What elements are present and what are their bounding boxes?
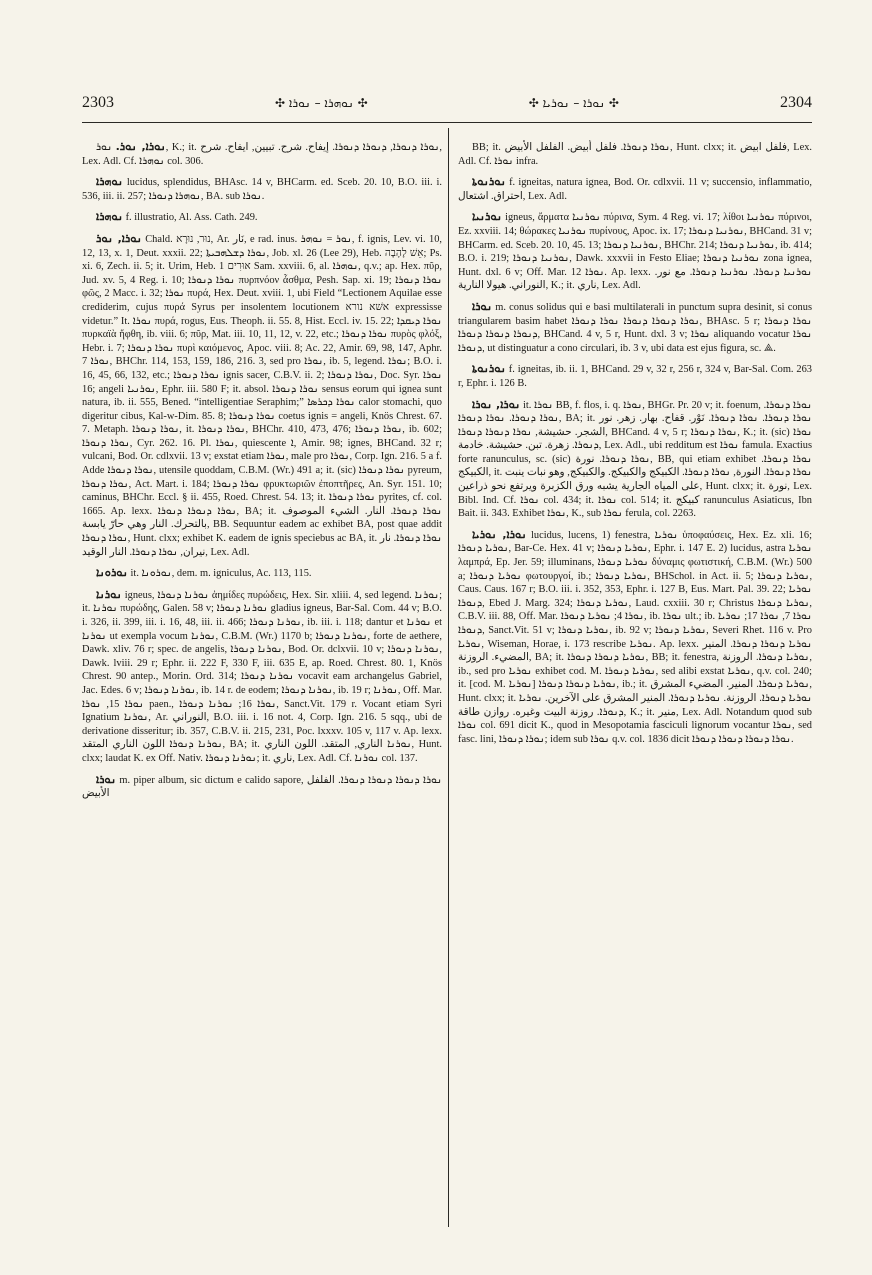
entry (458, 210, 812, 293)
entry-text: Chald. נוּר, נוּרָא, Ar. نَار, e rad. inus. ܢܘܪ = ܢܘܗܪ, f. ignis, Lev. vi. 10, 12, 13, x. 1, Deut. xxxii. 22; ܢܘܪܐ ܕܫܠܗܒܝܬܐ, Job. xl. 26 (Lee 29), Heb. אֵשׁ לָהָבָה; Ps. xi. 6, Zech. ii. 5; it. Urim, Heb. אוּרִים 1 Sam. xxviii. 6, al. ܢܘܗܪܐ, q.v.; ap. Hex. πῦρ, Jud. xv. 5, 4 Reg. i. 10; ܢܘܪܐ ܕܢܘܪܐ πυρπνόον ἆσθμα, Pesh. Sap. xi. 19; ܢܘܪܐ ܕܢܘܪܐ φῶς, 2 Macc. i. 32; ܢܘܪܐ πυρά, Hex. Deut. xviii. 1, ubi Field “Lectionem Aquilae esse crediderim, cujus πυρά Syrus per insolentem locutionem אשׁא נורא expressisse videtur.” It. ܢܘܪܐ πυρά, rogus, Eus. Theoph. ii. 55. 8, Hist. Eccl. iv. 15. 22; ܢܘܪܐ ܕܝܩܕܐ πυρκαϊὰ ἥφθη, ib. viii. 6; πῦρ, Mat. iii. 10, 11, 12, v. 22, etc.; ܢܘܪܐ ܕܢܘܪܐ πυρὸς φλόξ, Hebr. i. 7; ܢܘܪܐ ܕܢܘܪܐ πυρὶ καιόμενος, Apoc. viii. 8; Ac. 22, Amir. 69, 98, 147, Aphr. ܢܘܪܐ 7, BHChr. 114, 153, 159, 186, 216. 3, sed pro ܢܘܪܐ, ib. 5, legend. ܢܘܪܐ; B.O. i. 16, 45, 66, 132, etc.; ܢܘܪܐ ܕܢܘܪܐ ignis sacer, C.B.V. ii. 2; ܢܘܪܐ ܕܢܘܪܐ, Doc. Syr. ܢܘܪܐ 16; angeli ܢܘܪܢܝܐ, Ephr. iii. 580 F; it. absol. ܢܘܪܐ ܕܢܘܪܐ sensus eorum qui ignea sunt natura, ib. ii. 555, Bened. “intelligentiae Seraphim;” ܢܘܪܐ ܕܟܪܣܐ calor stomachi, quo digeritur cibus, Kal-w-Dim. 85. 8; ܢܘܪܐ ܕܢܘܪܐ coetus ignis = angeli, Knös Chrest. 67. 7. Metaph. ܢܘܪܐ ܕܢܘܪܐ, it. ܢܘܪܐ ܕܢܘܪܐ, BHChr. 410, 473, 476; ܢܘܪܐ ܕܢܘܪܐ, ib. 602; ܢܘܪܐ ܕܢܘܪܐ, Cyr. 262. 16. Pl. ܢܘܪܐ, quiescente ܐ, Amir. 98; ignes, BHCand. 32 r; vulcani, Bod. Or. cdlxvii. 13 v; exstat etiam ܢܘܪܐ, male pro ܢܘܪܐ, Corp. Ign. 216. 5 a f. Adde ܢܘܪܐ ܕܢܘܪܐ, utensile quoddam, C.B.M. (Wr.) 491 a; it. (sic) ܢܘܪܐ ܕܢܘܪܐ pyreum, ܢܘܪܐ ܕܢܘܪܐ, Act. Mart. i. 184; ܢܘܪܐ ܕܢܘܪܐ φρυκτωριῶν ἐποπτῆρες, An. Syr. 151. 10; caminus, BHChr. Eccl. § ii. 455, Roed. Chrest. 54. 13; it. ܢܘܪܐ ܕܢܘܪܐ pyrites, cf. col. 1665. Ap. lexx. ܢܘܪܐ ܕܢܘܪܐ ܕܢܘܪܐ, BA; it. ܢܘܪܐ ܕܢܘܪܐ. النار. الشيء الموصوف بالتحرك. النار وهي حارّ يابسة, BB. Sequuntur eadem ac exhibet BA, post quae addit ܢܘܪܐ ܕܢܘܪܐ, Hunt. clxx; exhibet K. eadem de ignis speciebus ac BA, it. ܢܘܪܐ ܕܢܘܪܐ. نار نيران, ܢܘܪܐ ܕܢܘܪܐ. النار الوقيد, Lex. Adl. (82, 233, 442, 558)
entry-headword: ܢܘܪܐ, ܢܘܪܝܐ (472, 527, 527, 541)
entry-text: igneus, ܢܘܪܢܐ ܕܢܘܪܐ ἀημίδες πυρώδεις, Hex. Sir. xliii. 4, sed legend. ܢܘܪܢܐ; it. ܢܘܪܢܐ πυρώδης, Galen. 58 v; ܢܘܪܢܐ ܕܢܘܪܐ gladius igneus, Bar-Sal. Com. 44 v; B.O. i. 326, ii. 399, iii. i. 16, 48, iii. ii. 466; ܢܘܪܢܐ ܕܢܘܪܐ, ib. iii. i. 118; dantur et ܢܘܪܢܐ et ܢܘܪܢܐ ut exempla vocum ܢܘܪܢܐ, C.B.M. (Wr.) 1170 b; ܢܘܪܢܐ ܕܢܘܪܐ, forte de aethere, Dawk. xliv. 76 r; spec. de angelis, ܢܘܪܢܐ ܕܢܘܪܐ, Bod. Or. dclxvii. 10 v; ܢܘܪܢܐ ܕܢܘܪܐ, Dawk. lviii. 29 r; Ephr. ii. 222 F, 330 F, iii. 635 E, ap. Roed. Chrest. 80. 1, Knös Chrest. 90 antep., Morin. Ord. 314; ܢܘܪܢܐ ܕܢܘܪܐ vocavit eam archangelus Gabriel, Jac. Edes. 6 v; ܢܘܪܢܐ ܕܢܘܪܐ, ib. 14 r. de eodem; ܢܘܪܢܐ ܕܢܘܪܐ, ib. 19 r; ܢܘܪܢܐ, Off. Mar. ܢܘܪܐ 15, ܢܘܪܐ paen., ܢܘܪܐ 16; ܢܘܪܢܐ ܕܢܘܪܐ, Sanct.Vit. 179 r. Vocant etiam Syri Ignatium ܢܘܪܢܐ, Ar. النوراني, B.O. iii. i. 16 not. 4, Corp. Ign. 216. 5 sqq., ubi de derivatione disseritur; ib. 357, C.B.V. ii. 215, 231, Poc. lxxxv. 105 v, 117 v. Ap. lexx. ܢܘܪܢܐ ܕܢܘܪܐ اللون الناري المتقد, BA; it. ܢܘܪܢܐ الناري, المتقد. اللون الناري, Hunt. clxx; laudat K. ex Off. Nativ. ܢܘܪܢܐ ܕܢܘܪܐ; it. ناري, Lex. Adl. Cf. ܢܘܪܢܐ col. 137. (82, 589, 442, 764)
entry-text: ܢܘܪ, K.; it. ܢܘܪܐ ܕܢܘܪܐ, ܕܢܘܪܐ ܕܢܘܪܐ. إيفاح. شرح. تبيين, ايفاح. شرح, Lex. Adl. Cf. ܢܘܗܪܐ col. 306. (82, 142, 442, 167)
right-column (458, 140, 812, 1235)
left-column (82, 140, 442, 1235)
column-divider (448, 128, 449, 1227)
right-page-number: 2304 (780, 94, 812, 111)
entry-headword: ܢܘܪܐ (472, 299, 493, 313)
entry-text: m. conus solidus qui e basi multilaterali in punctum supra desinit, si conus triangularem basim habet ܢܘܪܐ ܕܢܘܪܐ ܕܢܘܪܐ ܢܘܪܐ ܕܢܘܪܐ, BHAsc. 5 r; ܢܘܪܐ ܕܢܘܪܐ ܕܢܘܪܐ ܕܢܘܪܐ ܕܢܘܪܐ, BHCand. 4 v, 5 r, Hunt. dxl. 3 v; ܢܘܪܐ aliquando vocatur ܢܘܪܐ ܕܢܘܪܐ, ut distinguatur a cono circulari, ib. 3 v, ubi data est ejus figura, sc. ⟁. (458, 301, 812, 354)
entry-text: it. ܢܘܪܘܢܐ, dem. m. igniculus, Ac. 113, 115. (130, 568, 312, 580)
entry (458, 362, 812, 390)
entry-text: m. piper album, sic dictum e calido sapore, ܢܘܪܐ ܕܢܘܪܐ ܕܢܘܪܐ ܕܢܘܪܐ. الفلفل الأبيض (82, 774, 442, 800)
entry-headword: ܢܘܪܢܘܬܐ (472, 175, 506, 189)
entry-text: f. illustratio, Al. Ass. Cath. 249. (125, 212, 258, 224)
entry (458, 175, 812, 203)
entry (458, 398, 812, 521)
entry (82, 588, 442, 766)
entry (458, 140, 812, 168)
entry (82, 773, 442, 801)
entry-headword: ܢܘܪܘܢܐ (96, 566, 128, 580)
entry-headword: ܢܘܪܢܝܐ (472, 210, 503, 224)
header-rule (82, 122, 812, 123)
entry-headword: ܢܘܪܐ, ܢܘܪ. (115, 140, 166, 153)
entry-text: lucidus, lucens, 1) fenestra, ܢܘܪܝܐ ὑποφαύσεις, Hex. Ez. xli. 16; ܢܘܪܝܐ ܕܢܘܪܐ, Bar-Ce. Hex. 41 v; ܢܘܪܝܐ ܕܢܘܪܐ, Ephr. i. 147 E. 2) lucidus, astra ܢܘܪܝܐ λαμπρά, Ep. Jer. 59; illuminans, ܢܘܪܝܐ ܕܢܘܪܐ δύναμις φωτιστική, C.B.M. (Wr.) 500 a; ܢܘܪܝܐ ܕܢܘܪܐ φωτουργοί, ib.; ܢܘܪܝܐ ܕܢܘܪܐ, BHSchol. in Act. ii. 5; ܢܘܪܝܐ ܕܢܘܪܐ, Caus. Caus. 167 r; B.O. iii. i. 352, 353, Ephr. i. 127 B, Eus. Mart. Pal. 39. 22; ܢܘܪܝܐ ܕܢܘܪܐ, Ebed J. Marg. 324; ܢܘܪܝܐ ܕܢܘܪܐ, Laud. cxxiii. 30 r; Christus ܢܘܪܝܐ ܕܢܘܪܐ, C.B.V. iii. 88, Off. Mar. ܢܘܪܐ 4; ܢܘܪܝܐ ܕܢܘܪܐ, ib. ܢܘܪܐ ult.; ib. ܢܘܪܐ 7, ܢܘܪܐ 17; ܢܘܪܝܐ ܕܢܘܪܐ, Sanct.Vit. 51 v; ܢܘܪܝܐ ܕܢܘܪܐ, ib. 92 v; ܢܘܪܝܐ ܕܢܘܪܐ, Severi Rhet. 116 v. Pro ܢܘܪܝܐ, Wiseman, Horae, i. 173 rescribe ܢܘܪܝܐ. Ap. lexx. ܢܘܪܝܐ ܕܢܘܪܐ ܕܢܘܪܐ. المنير المضيء. الروزنة, BA; it. ܢܘܪܝܐ ܕܢܘܪܐ ܕܢܘܪܐ, BB; it. fenestra, ܢܘܪܝܐ ܕܢܘܪܐ. الروزنة, ib., sed pro ܢܘܪܝܐ exhibet cod. M. ܢܘܪܝܐ ܕܢܘܪܐ, sed alibi exstat ܢܘܪܝܐ, q.v. col. 240; it. [cod. M. ܢܘܪܝܐ] ܢܘܪܝܐ ܕܢܘܪܐ ܕܢܘܪܐ, ib.; it. ܢܘܪܝܐ ܕܢܘܪܐ. المنير. المضيء المشرق, Hunt. clxx; it. ܢܘܪܝܐ ܕܢܘܪܐ. الروزنة. ܢܘܪܝܐ ܕܢܘܪܐ. المنير المشرق على الآخرين. ܢܘܪܝܐ ܕܢܘܪܐ. روزنة البيت وغيره. روازن طاقة, K.; it. منير, Lex. Adl. Notandum quod sub ܢܘܪܐ col. 691 dicit K., quod in Mesopotamia fasciculi lignorum vocantur ܢܘܪܐ, sed fasc. lini, ܢܘܪܐ ܕܢܘܪܐ; idem sub ܢܘܪܐ q.v. col. 1836 dicit ܢܘܪܐ ܕܢܘܪܐ ܕܢܘܪܐ ܕܢܘܪܐ. (458, 529, 812, 745)
entry-text: igneus, ἄρματα ܢܘܪܢܝܐ πύρινα, Sym. 4 Reg. vi. 17; λίθοι ܢܘܪܢܝܐ πύρινοι, Ez. xxviii. 14; θώρακες ܢܘܪܢܝܐ πυρίνους, Apoc. ix. 17; ܢܘܪܢܝܐ ܕܢܘܪܐ, BHCand. 31 v; BHCarm. ed. Sceb. 20. 10, 45. 13; ܢܘܪܢܝܐ ܕܢܘܪܐ, BHChr. 214; ܢܘܪܢܝܐ ܕܢܘܪܐ, ib. 414; B.O. i. 219; ܢܘܪܢܝܐ ܕܢܘܪܐ, Dawk. xxxvii in Festo Eliae; ܢܘܪܢܝܐ ܕܢܘܪܐ zona ignea, Hunt. dxl. 6 v; Off. Mar. ܢܘܪܐ 12. Ap. lexx. ܢܘܪܢܝܐ ܕܢܘܪܐ. ܢܘܪܢܝܐ ܕܢܘܪܐ. مع نور. النوراني. هيولا النارية, K.; it. ناري, Lex. Adl. (458, 212, 812, 292)
entry (458, 300, 812, 355)
page-header (82, 90, 812, 116)
entry-text: f. igneitas, natura ignea, Bod. Or. cdlxvii. 11 v; succensio, inflammatio, احتراق. اشتعال, Lex. Adl. (458, 177, 812, 202)
entry (82, 175, 442, 203)
entry-headword: ܢܘܪܢܐ (96, 587, 122, 601)
entry (82, 566, 442, 581)
entry-headword: ܢܘܗܪܐ (96, 175, 123, 189)
left-page-number: 2303 (82, 94, 114, 111)
entry-text: it. ܢܘܪܐ BB, f. flos, i. q. ܢܘܪܐ, BHGr. Pr. 20 v; it. foenum, ܢܘܪܐ ܕܢܘܪܐ. ܢܘܪܐ ܕܢܘܪܐ. ܢܘܪܐ ܕܢܘܪܐ, BA; it. ܢܘܪܐ ܕܢܘܪܐ. ܢܘܪܐ ܕܢܘܪܐ. نَوْر. قفاح. بهار. زهر. نور الشجر. حشيشة, ܢܘܪܐ ܕܢܘܪܐ ܕܢܘܪܐ, BHCand. 4 v, 5 r; ܢܘܪܐ ܕܢܘܪܐ, K.; it. (sic) ܢܘܪܐ ܕܢܘܪܐ. زهرة. تبن. حشيشة. خادمة, Lex. Adl., ubi redditum est ܢܘܪܐ famula. Exactius forte ranunculus, sc. (sic) ܢܘܪܐ ܕܢܘܪܐ. نورة, BB, qui etiam exhibet ܢܘܪܐ ܕܢܘܪܐ. الكبيكج, it. ܢܘܪܐ ܕܢܘܪܐ. النورة, ܢܘܪܐ ܕܢܘܪܐ. الكبيكج والكبيكج. والكبيكج, وهو نبات ينبت على المياه الجارية يشبه ورق الكزبرة ويرتفع نحو ذراعين, Hunt. clxx; it. نورة, Lex. Bibl. Ind. Cf. ܢܘܪܐ col. 434; it. ܢܘܪܐ col. 514; it. كبيكج ranunculus Asiaticus, Ibn Bait. ii. 343. Exhibet ܢܘܪܐ, K., sub ܢܘܪܐ ferula, col. 2263. (458, 399, 812, 520)
entry (82, 140, 442, 168)
entry-text: f. igneitas, ib. ii. 1, BHCand. 29 v, 32 r, 256 r, 324 v, Bar-Sal. Com. 263 r, Ephr. i. 126 B. (458, 364, 812, 389)
entry (458, 528, 812, 747)
entry-headword: ܢܘܗܪܐ (96, 210, 123, 224)
entry-text: BB; it. ܢܘܪܐ ܕܢܘܪܐ. فلفل أبيض. الفلفل الأبيض, Hunt. clxx; it. فلفل ابيض, Lex. Adl. Cf. ܢܘܪܐ infra. (458, 142, 812, 167)
entry-text: lucidus, splendidus, BHAsc. 14 v, BHCarm. ed. Sceb. 20. 10, B.O. iii. i. 536, iii. ii. 257; ܢܘܗܪܐ ܕܢܘܪܐ, BA. sub ܢܘܪܐ. (82, 177, 442, 202)
right-running-head: ✣ ܢܘܪܐ – ܢܘܪܝܐ ✣ (528, 95, 619, 110)
entry-headword: ܢܘܪܐ, ܢܘܪܐ (472, 397, 521, 411)
entry-headword: ܢܘܪܐ, ܢܘܪ (96, 231, 142, 245)
entry (82, 232, 442, 559)
entry-headword: ܢܘܪܢܘܬܐ (472, 362, 506, 376)
entry (82, 210, 442, 225)
entry-headword: ܢܘܪܐ (96, 772, 117, 786)
left-running-head: ✣ ܢܘܗܪܐ – ܢܘܪܐ ✣ (275, 95, 368, 110)
